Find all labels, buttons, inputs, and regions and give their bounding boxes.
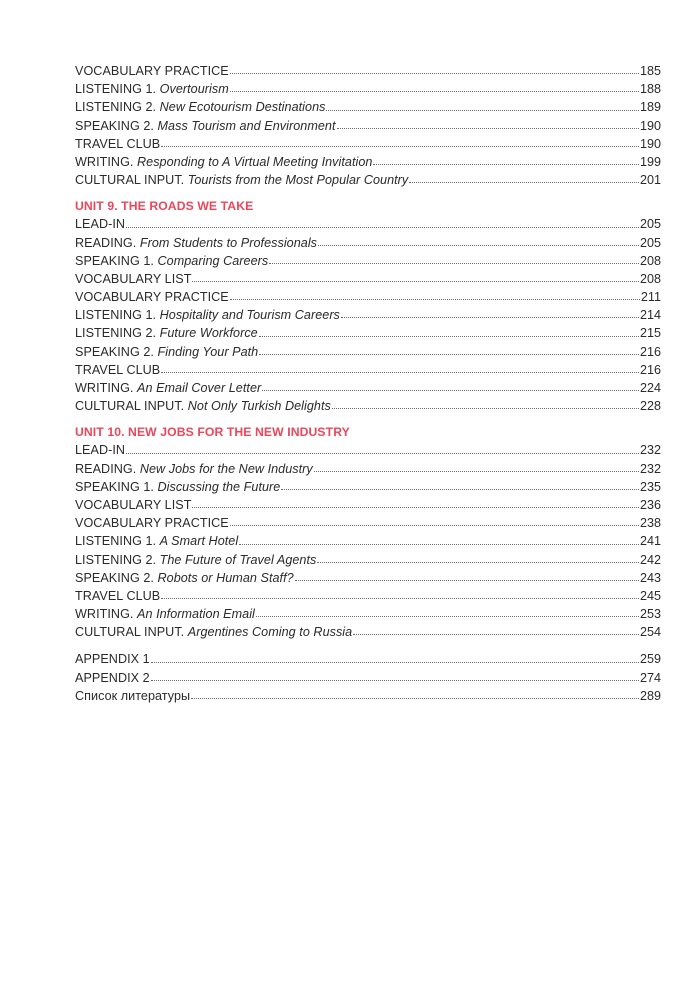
entry-heading: LISTENING 1. [75, 308, 160, 323]
page-number: 214 [639, 308, 661, 323]
entry-heading: APPENDIX 2 [75, 670, 150, 685]
entry-subtitle: An Email Cover Letter [137, 381, 262, 395]
entry-heading: SPEAKING 1. [75, 253, 158, 268]
entry-heading: TRAVEL CLUB [75, 588, 161, 603]
entry-label [75, 669, 150, 687]
page-number: 232 [639, 443, 661, 458]
entry-heading: SPEAKING 2. [75, 344, 158, 359]
toc-entry [75, 687, 661, 705]
entry-heading: LISTENING 2. [75, 326, 160, 341]
entry-label [75, 288, 229, 306]
entry-label [75, 215, 125, 233]
entry-heading: VOCABULARY LIST [75, 497, 192, 512]
section-gap [75, 641, 661, 650]
entry-heading: WRITING. [75, 154, 138, 169]
page-number: 238 [639, 516, 661, 531]
entry-subtitle: An Information Email [137, 607, 255, 622]
dot-leader [332, 408, 639, 409]
dot-leader [409, 182, 639, 183]
toc-entry [75, 270, 661, 288]
entry-subtitle: The Future of Travel Agents [159, 552, 317, 567]
dot-leader [161, 372, 639, 373]
entry-heading: VOCABULARY LIST [75, 271, 192, 286]
page-number: 205 [639, 217, 661, 232]
page-number: 189 [639, 100, 661, 115]
entry-heading: Список литературы [75, 688, 191, 703]
entry-heading: CULTURAL INPUT. [75, 399, 188, 414]
entry-heading: LEAD-IN [75, 217, 126, 232]
toc-section [75, 62, 661, 189]
dot-leader [151, 680, 639, 681]
page-number: 228 [639, 399, 661, 414]
entry-label [75, 135, 160, 153]
page-number: 259 [639, 652, 661, 667]
dot-leader [373, 164, 639, 165]
entry-label [75, 605, 255, 623]
entry-subtitle: Argentines Coming to Russia [187, 625, 353, 640]
toc-entry [75, 80, 661, 98]
entry-label [75, 551, 316, 569]
unit-title: UNIT 9. THE ROADS WE TAKE [75, 199, 254, 214]
page-number: 253 [639, 607, 661, 622]
toc-entry [75, 569, 661, 587]
toc-entry [75, 478, 661, 496]
entry-label [75, 270, 191, 288]
toc-entry [75, 343, 661, 361]
entry-subtitle: Future Workforce [159, 326, 258, 341]
page-number: 190 [639, 118, 661, 133]
dot-leader [239, 544, 639, 545]
toc-entry [75, 117, 661, 135]
dot-leader [126, 453, 639, 454]
toc-entry [75, 234, 661, 252]
toc-entry [75, 252, 661, 270]
toc-entry [75, 551, 661, 569]
unit-title: UNIT 10. NEW JOBS FOR THE NEW INDUSTRY [75, 425, 350, 440]
toc-entry [75, 361, 661, 379]
dot-leader [262, 390, 639, 391]
dot-leader [353, 634, 639, 635]
dot-leader [281, 489, 639, 490]
dot-leader [161, 598, 639, 599]
entry-label [75, 496, 191, 514]
toc-entry [75, 605, 661, 623]
dot-leader [192, 281, 639, 282]
entry-heading: CULTURAL INPUT. [75, 625, 188, 640]
dot-leader [259, 354, 639, 355]
entry-heading: VOCABULARY PRACTICE [75, 64, 229, 78]
entry-heading: LISTENING 1. [75, 534, 160, 549]
page-number: 236 [639, 497, 661, 512]
toc-entry [75, 514, 661, 532]
page-number: 232 [639, 461, 661, 476]
page-number: 289 [639, 688, 661, 703]
dot-leader [259, 336, 639, 337]
toc-entry [75, 587, 661, 605]
dot-leader [161, 146, 639, 147]
page-number: 208 [639, 253, 661, 268]
entry-subtitle: Finding Your Path [157, 344, 259, 359]
page-number: 242 [639, 552, 661, 567]
entry-label [75, 306, 340, 324]
dot-leader [326, 110, 639, 111]
toc-entry [75, 135, 661, 153]
toc-entry [75, 441, 661, 459]
page-number: 243 [639, 570, 661, 585]
page-number: 241 [639, 534, 661, 549]
entry-subtitle: Robots or Human Staff? [157, 570, 294, 585]
page-number: 190 [639, 136, 661, 151]
entry-heading: CULTURAL INPUT. [75, 173, 188, 188]
entry-heading: SPEAKING 2. [75, 118, 158, 133]
dot-leader [318, 245, 639, 246]
table-of-contents [75, 62, 661, 705]
entry-label [75, 62, 229, 80]
page-number: 211 [640, 290, 661, 305]
dot-leader [191, 698, 639, 699]
toc-entry [75, 669, 661, 687]
entry-heading: LISTENING 2. [75, 552, 160, 567]
entry-heading: TRAVEL CLUB [75, 362, 161, 377]
dot-leader [269, 263, 639, 264]
page-number: 185 [639, 64, 661, 78]
dot-leader [317, 562, 639, 563]
page-number: 215 [639, 326, 661, 341]
entry-label [75, 460, 313, 478]
entry-heading: VOCABULARY PRACTICE [75, 516, 229, 531]
entry-heading: WRITING. [75, 607, 138, 622]
entry-heading: LISTENING 2. [75, 100, 160, 115]
entry-label [75, 117, 336, 135]
dot-leader [341, 317, 639, 318]
dot-leader [230, 299, 640, 300]
toc-entry [75, 215, 661, 233]
toc-section [75, 423, 661, 641]
dot-leader [295, 580, 639, 581]
entry-subtitle: A Smart Hotel [159, 534, 239, 549]
entry-label [75, 171, 408, 189]
entry-subtitle: Responding to A Virtual Meeting Invitation [137, 154, 373, 169]
toc-entry [75, 324, 661, 342]
entry-subtitle: Discussing the Future [157, 479, 281, 494]
entry-heading: SPEAKING 1. [75, 479, 158, 494]
entry-label [75, 234, 317, 252]
toc-entry [75, 171, 661, 189]
entry-heading: WRITING. [75, 381, 138, 395]
entry-subtitle: Hospitality and Tourism Careers [159, 308, 340, 323]
toc-entry [75, 397, 661, 415]
entry-label [75, 478, 280, 496]
entry-label [75, 514, 229, 532]
toc-entry [75, 379, 661, 397]
entry-subtitle: From Students to Professionals [139, 235, 318, 250]
toc-entry [75, 306, 661, 324]
toc-entry [75, 650, 661, 668]
entry-label [75, 623, 352, 641]
page-number: 208 [639, 271, 661, 286]
entry-label [75, 361, 160, 379]
entry-label [75, 379, 261, 397]
entry-heading: APPENDIX 1 [75, 652, 150, 667]
entry-subtitle: Not Only Turkish Delights [187, 399, 331, 414]
dot-leader [230, 525, 639, 526]
dot-leader [230, 73, 639, 74]
toc-section [75, 197, 661, 415]
entry-label [75, 153, 372, 171]
entry-subtitle: Tourists from the Most Popular Country [187, 173, 409, 188]
page-number: 224 [639, 381, 661, 395]
entry-subtitle: Mass Tourism and Environment [157, 118, 336, 133]
page-number: 201 [639, 173, 661, 188]
toc-entry [75, 288, 661, 306]
page-number: 274 [639, 670, 661, 685]
page-number: 245 [639, 588, 661, 603]
entry-heading: LEAD-IN [75, 443, 126, 458]
entry-label [75, 252, 268, 270]
entry-label [75, 441, 125, 459]
toc-entry [75, 153, 661, 171]
dot-leader [256, 616, 639, 617]
dot-leader [230, 91, 639, 92]
entry-subtitle: New Jobs for the New Industry [139, 461, 313, 476]
entry-label [75, 98, 325, 116]
entry-subtitle: Comparing Careers [157, 253, 269, 268]
toc-section [75, 641, 661, 705]
entry-label [75, 397, 331, 415]
entry-label [75, 569, 294, 587]
entry-label [75, 80, 229, 98]
entry-label [75, 532, 238, 550]
toc-entry [75, 623, 661, 641]
entry-heading: TRAVEL CLUB [75, 136, 161, 151]
dot-leader [314, 471, 639, 472]
entry-subtitle: New Ecotourism Destinations [159, 100, 326, 115]
entry-label [75, 324, 258, 342]
dot-leader [192, 507, 639, 508]
entry-heading: READING. [75, 461, 140, 476]
page-number: 235 [639, 479, 661, 494]
entry-heading: READING. [75, 235, 140, 250]
entry-heading: SPEAKING 2. [75, 570, 158, 585]
page-number: 199 [639, 154, 661, 169]
toc-entry [75, 460, 661, 478]
toc-entry [75, 62, 661, 80]
page-number: 254 [639, 625, 661, 640]
page-number: 216 [639, 362, 661, 377]
toc-entry [75, 98, 661, 116]
toc-entry [75, 532, 661, 550]
dot-leader [337, 128, 639, 129]
entry-label [75, 650, 150, 668]
dot-leader [126, 227, 639, 228]
toc-entry [75, 496, 661, 514]
entry-label [75, 587, 160, 605]
entry-heading: LISTENING 1. [75, 82, 160, 97]
entry-label [75, 343, 258, 361]
page-number: 205 [639, 235, 661, 250]
page-number: 216 [639, 344, 661, 359]
entry-heading: VOCABULARY PRACTICE [75, 290, 229, 305]
page-number: 188 [639, 82, 661, 97]
entry-label [75, 687, 190, 705]
entry-subtitle: Overtourism [159, 82, 229, 97]
dot-leader [151, 662, 639, 663]
